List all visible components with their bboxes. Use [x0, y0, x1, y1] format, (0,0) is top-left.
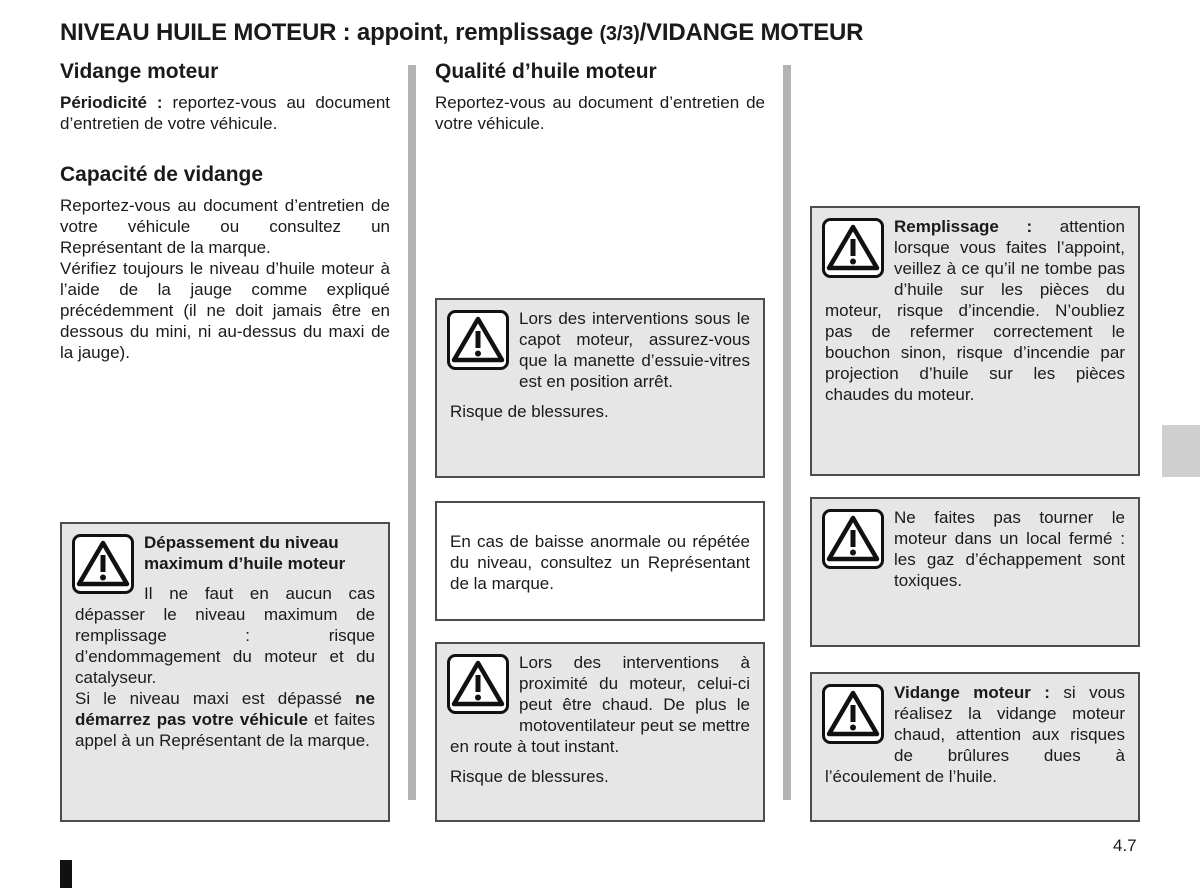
- title-suffix: /VIDANGE MOTEUR: [639, 19, 864, 46]
- warning-title: Dépassement du niveau maximum d’huile moteur: [144, 533, 346, 573]
- title-main: NIVEAU HUILE MOTEUR : appoint, remplissage: [60, 19, 600, 46]
- box-essuie-vitres-text: Lors des interventions sous le capot moteur, assurez-vous que la manette d’essuie-vitres est en position arrêt.: [519, 309, 750, 391]
- box-essuie-vitres-risk: Risque de blessures.: [450, 402, 609, 421]
- warning-paragraph-2-a: Si le niveau maxi est dépassé: [75, 689, 356, 708]
- warning-paragraph-2: [75, 688, 375, 751]
- warning-box-gaz-echappement: [810, 497, 1140, 647]
- crop-mark: [60, 860, 72, 888]
- title-part: (3/3): [599, 23, 640, 45]
- column-left: [60, 60, 390, 363]
- periodicite-paragraph: [60, 92, 390, 134]
- warning-box-depassement: [60, 522, 390, 822]
- warning-triangle-icon: [72, 534, 134, 594]
- heading-qualite-huile: Qualité d’huile moteur: [435, 60, 657, 83]
- heading-vidange-moteur: Vidange moteur: [60, 60, 219, 83]
- heading-capacite-vidange: Capacité de vidange: [60, 163, 264, 186]
- box-motoventilateur-risk: Risque de blessures.: [450, 767, 609, 786]
- box-remplissage-label: Remplissage :: [894, 217, 1033, 236]
- chapter-thumb-tab: [1162, 425, 1200, 477]
- warning-paragraph-2-bold: ne démarrez pas votre véhicule: [75, 689, 375, 729]
- page-title: [60, 19, 863, 47]
- info-box-baisse-niveau: [435, 501, 765, 621]
- warning-triangle-icon: [822, 509, 884, 569]
- warning-paragraph-1: Il ne faut en aucun cas dépasser le niveau maximum de remplissage : risque d’endommagement du moteur et du catalyseur.: [75, 584, 375, 687]
- warning-triangle-icon: [447, 310, 509, 370]
- info-box-text: En cas de baisse anormale ou répétée du niveau, consultez un Représentant de la marque.: [450, 532, 750, 593]
- box-vidange-chaud-body: si vous réalisez la vidange moteur chaud, attention aux risques de brûlures dues à l’écoulement de l’huile.: [825, 683, 1125, 786]
- periodicite-label: Périodicité :: [60, 93, 163, 112]
- box-vidange-chaud-label: Vidange moteur :: [894, 683, 1050, 702]
- column-middle: [435, 60, 765, 134]
- column-divider: [783, 65, 791, 800]
- column-divider: [408, 65, 416, 800]
- qualite-paragraph: Reportez-vous au document d’entretien de votre véhicule.: [435, 93, 765, 133]
- warning-box-essuie-vitres: [435, 298, 765, 478]
- warning-box-remplissage: [810, 206, 1140, 476]
- page-number: 4.7: [1113, 836, 1137, 855]
- box-gaz-text: Ne faites pas tourner le moteur dans un local fermé : les gaz d’échappement sont toxiques.: [894, 508, 1125, 590]
- warning-triangle-icon: [822, 218, 884, 278]
- periodicite-text: reportez-vous au document d’entretien de votre véhicule.: [60, 93, 390, 133]
- box-motoventilateur-text: Lors des interventions à proximité du moteur, celui-ci peut être chaud. De plus le motoventilateur peut se mettre en route à tout instant.: [450, 653, 750, 756]
- capacite-paragraph-2: Vérifiez toujours le niveau d’huile moteur à l’aide de la jauge comme expliqué précédemment (il ne doit jamais être en dessous du mini, ni au-dessus du maxi de la jauge).: [60, 259, 390, 362]
- warning-triangle-icon: [822, 684, 884, 744]
- warning-paragraph-2-c: et faites appel à un Représentant de la marque.: [75, 710, 375, 750]
- warning-triangle-icon: [447, 654, 509, 714]
- capacite-paragraph-1: Reportez-vous au document d’entretien de votre véhicule ou consultez un Représentant de la marque.: [60, 196, 390, 257]
- warning-box-vidange-chaud: [810, 672, 1140, 822]
- warning-box-motoventilateur: [435, 642, 765, 822]
- box-remplissage-body: attention lorsque vous faites l’appoint, veillez à ce qu’il ne tombe pas d’huile sur les pièces du moteur, risque d’incendie. N’oubliez pas de refermer correctement le bouchon sinon, risque d’incendie par projection d’huile sur les pièces chaudes du moteur.: [825, 217, 1125, 404]
